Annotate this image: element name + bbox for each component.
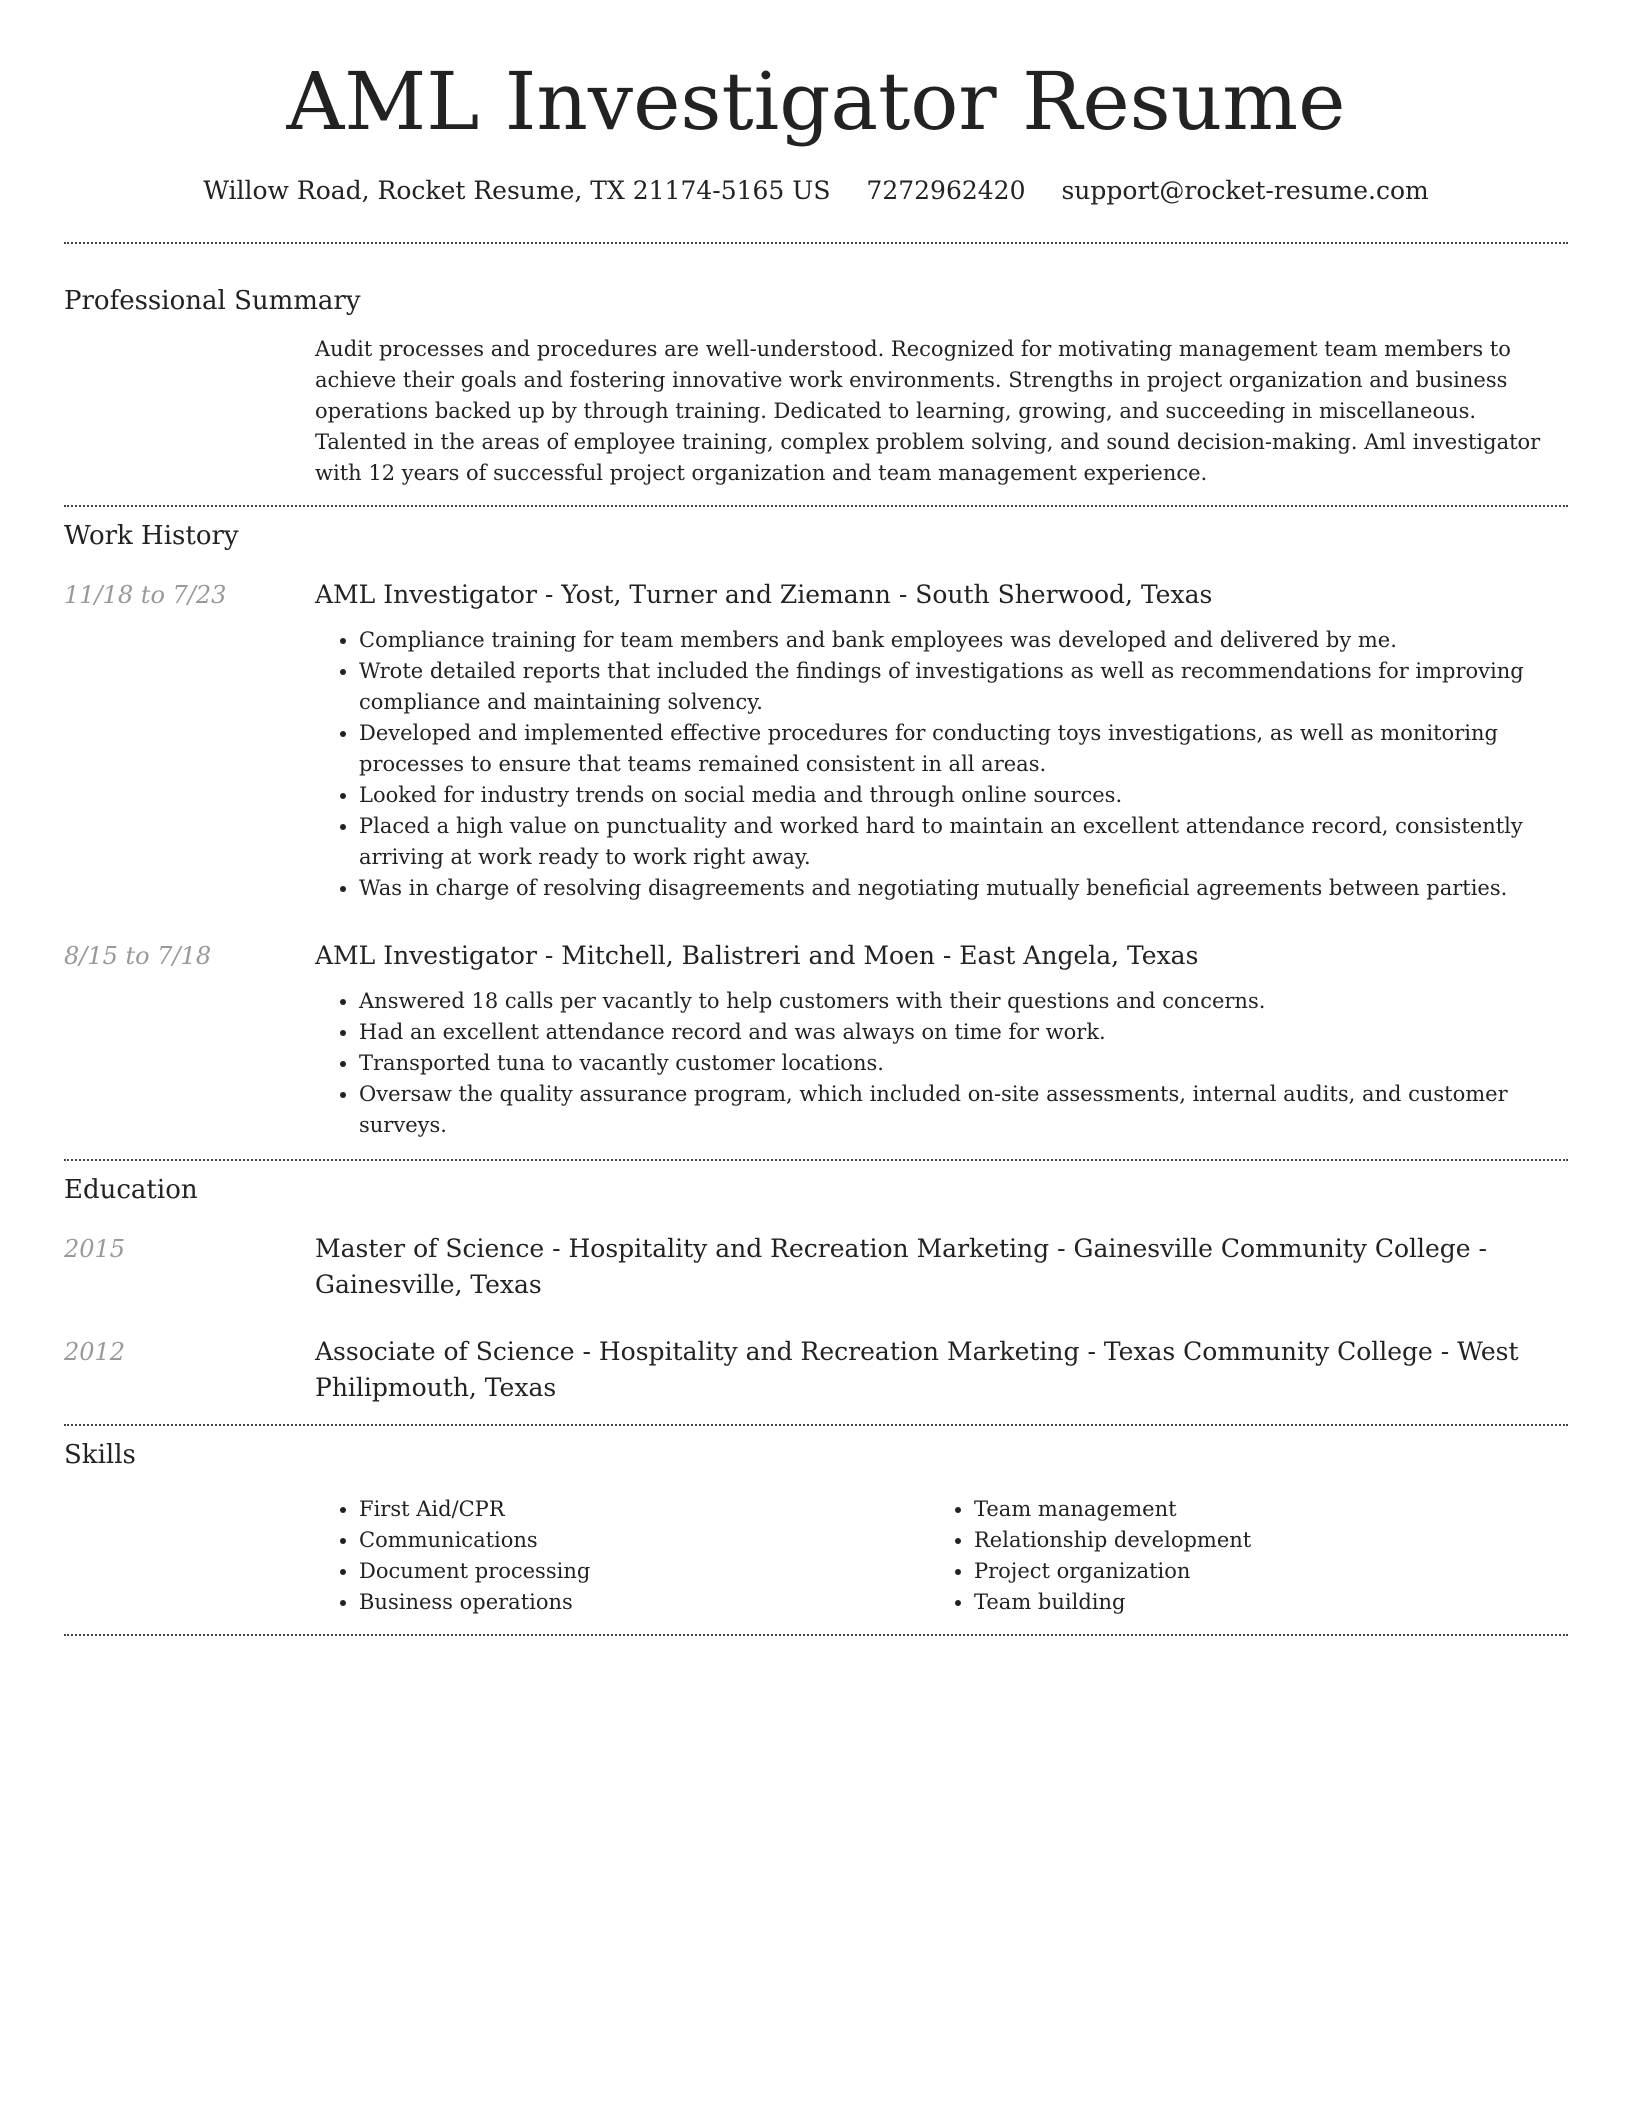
skills-list (315, 1494, 1568, 1618)
list-item: • Business operations (359, 1587, 930, 1618)
education-heading: Associate of Science - Hospitality and Recreation Marketing - Texas Community College - West Philipmouth, Texas (315, 1337, 1519, 1402)
list-item: • Answered 18 calls per vacantly to help customers with their questions and concerns. (359, 986, 1568, 1017)
work-section-title: Work History (64, 521, 239, 551)
work-date: 8/15 to 7/18 (64, 942, 212, 970)
list-item: • Developed and implemented effective procedures for conducting toys investigations, as well as monitoring processes to ensure that teams remained consistent in all areas. (359, 718, 1568, 780)
skills-column-right (930, 1494, 1545, 1618)
contact-email: support@rocket-resume.com (1061, 176, 1429, 205)
list-item: • Transported tuna to vacantly customer locations. (359, 1048, 1568, 1079)
summary-section-title: Professional Summary (64, 286, 361, 316)
education-section-title: Education (64, 1175, 198, 1205)
work-entry (64, 577, 1568, 613)
education-entry (64, 1231, 1568, 1303)
list-item: • Communications (359, 1525, 930, 1556)
work-entry (64, 938, 1568, 974)
list-item: • Oversaw the quality assurance program, which included on-site assessments, internal audits, and customer surveys. (359, 1079, 1568, 1141)
divider (64, 1424, 1568, 1426)
list-item: • Document processing (359, 1556, 930, 1587)
list-item: • Looked for industry trends on social media and through online sources. (359, 780, 1568, 811)
work-heading: AML Investigator - Mitchell, Balistreri and Moen - East Angela, Texas (315, 941, 1199, 970)
list-item: • First Aid/CPR (359, 1494, 930, 1525)
education-date: 2015 (64, 1235, 126, 1263)
list-item: • Was in charge of resolving disagreements and negotiating mutually beneficial agreements between parties. (359, 873, 1568, 904)
skills-section-title: Skills (64, 1440, 136, 1470)
list-item: • Placed a high value on punctuality and worked hard to maintain an excellent attendance record, consistently arriving at work ready to work right away. (359, 811, 1568, 873)
list-item: • Team management (974, 1494, 1545, 1525)
work-date: 11/18 to 7/23 (64, 581, 227, 609)
list-item: • Wrote detailed reports that included the findings of investigations as well as recommendations for improving compliance and maintaining solvency. (359, 656, 1568, 718)
work-bullets (315, 625, 1568, 904)
divider (64, 242, 1568, 244)
list-item: • Relationship development (974, 1525, 1545, 1556)
summary-text: Audit processes and procedures are well-understood. Recognized for motivating management team members to achieve their goals and fostering innovative work environments. Strengths in project organization and business operations backed up by through training. Dedicated to learning, growing, and succeeding in miscellaneous. Talented in the areas of employee training, complex problem solving, and sound decision-making. Aml investigator with 12 years of successful project organization and team management experience. (315, 337, 1541, 485)
divider (64, 1159, 1568, 1161)
education-entry (64, 1334, 1568, 1406)
education-date: 2012 (64, 1338, 126, 1366)
work-bullets (315, 986, 1568, 1141)
resume-title: AML Investigator Resume (286, 55, 1346, 148)
divider (64, 1634, 1568, 1636)
list-item: • Team building (974, 1587, 1545, 1618)
contact-line (64, 174, 1568, 208)
skills-column-left (315, 1494, 930, 1618)
contact-address: Willow Road, Rocket Resume, TX 21174-5165 US (203, 176, 831, 205)
education-heading: Master of Science - Hospitality and Recreation Marketing - Gainesville Community College - Gainesville, Texas (315, 1234, 1487, 1299)
list-item: • Had an excellent attendance record and was always on time for work. (359, 1017, 1568, 1048)
contact-phone: 7272962420 (866, 176, 1026, 205)
divider (64, 505, 1568, 507)
list-item: • Compliance training for team members and bank employees was developed and delivered by me. (359, 625, 1568, 656)
work-heading: AML Investigator - Yost, Turner and Ziemann - South Sherwood, Texas (315, 580, 1213, 609)
list-item: • Project organization (974, 1556, 1545, 1587)
